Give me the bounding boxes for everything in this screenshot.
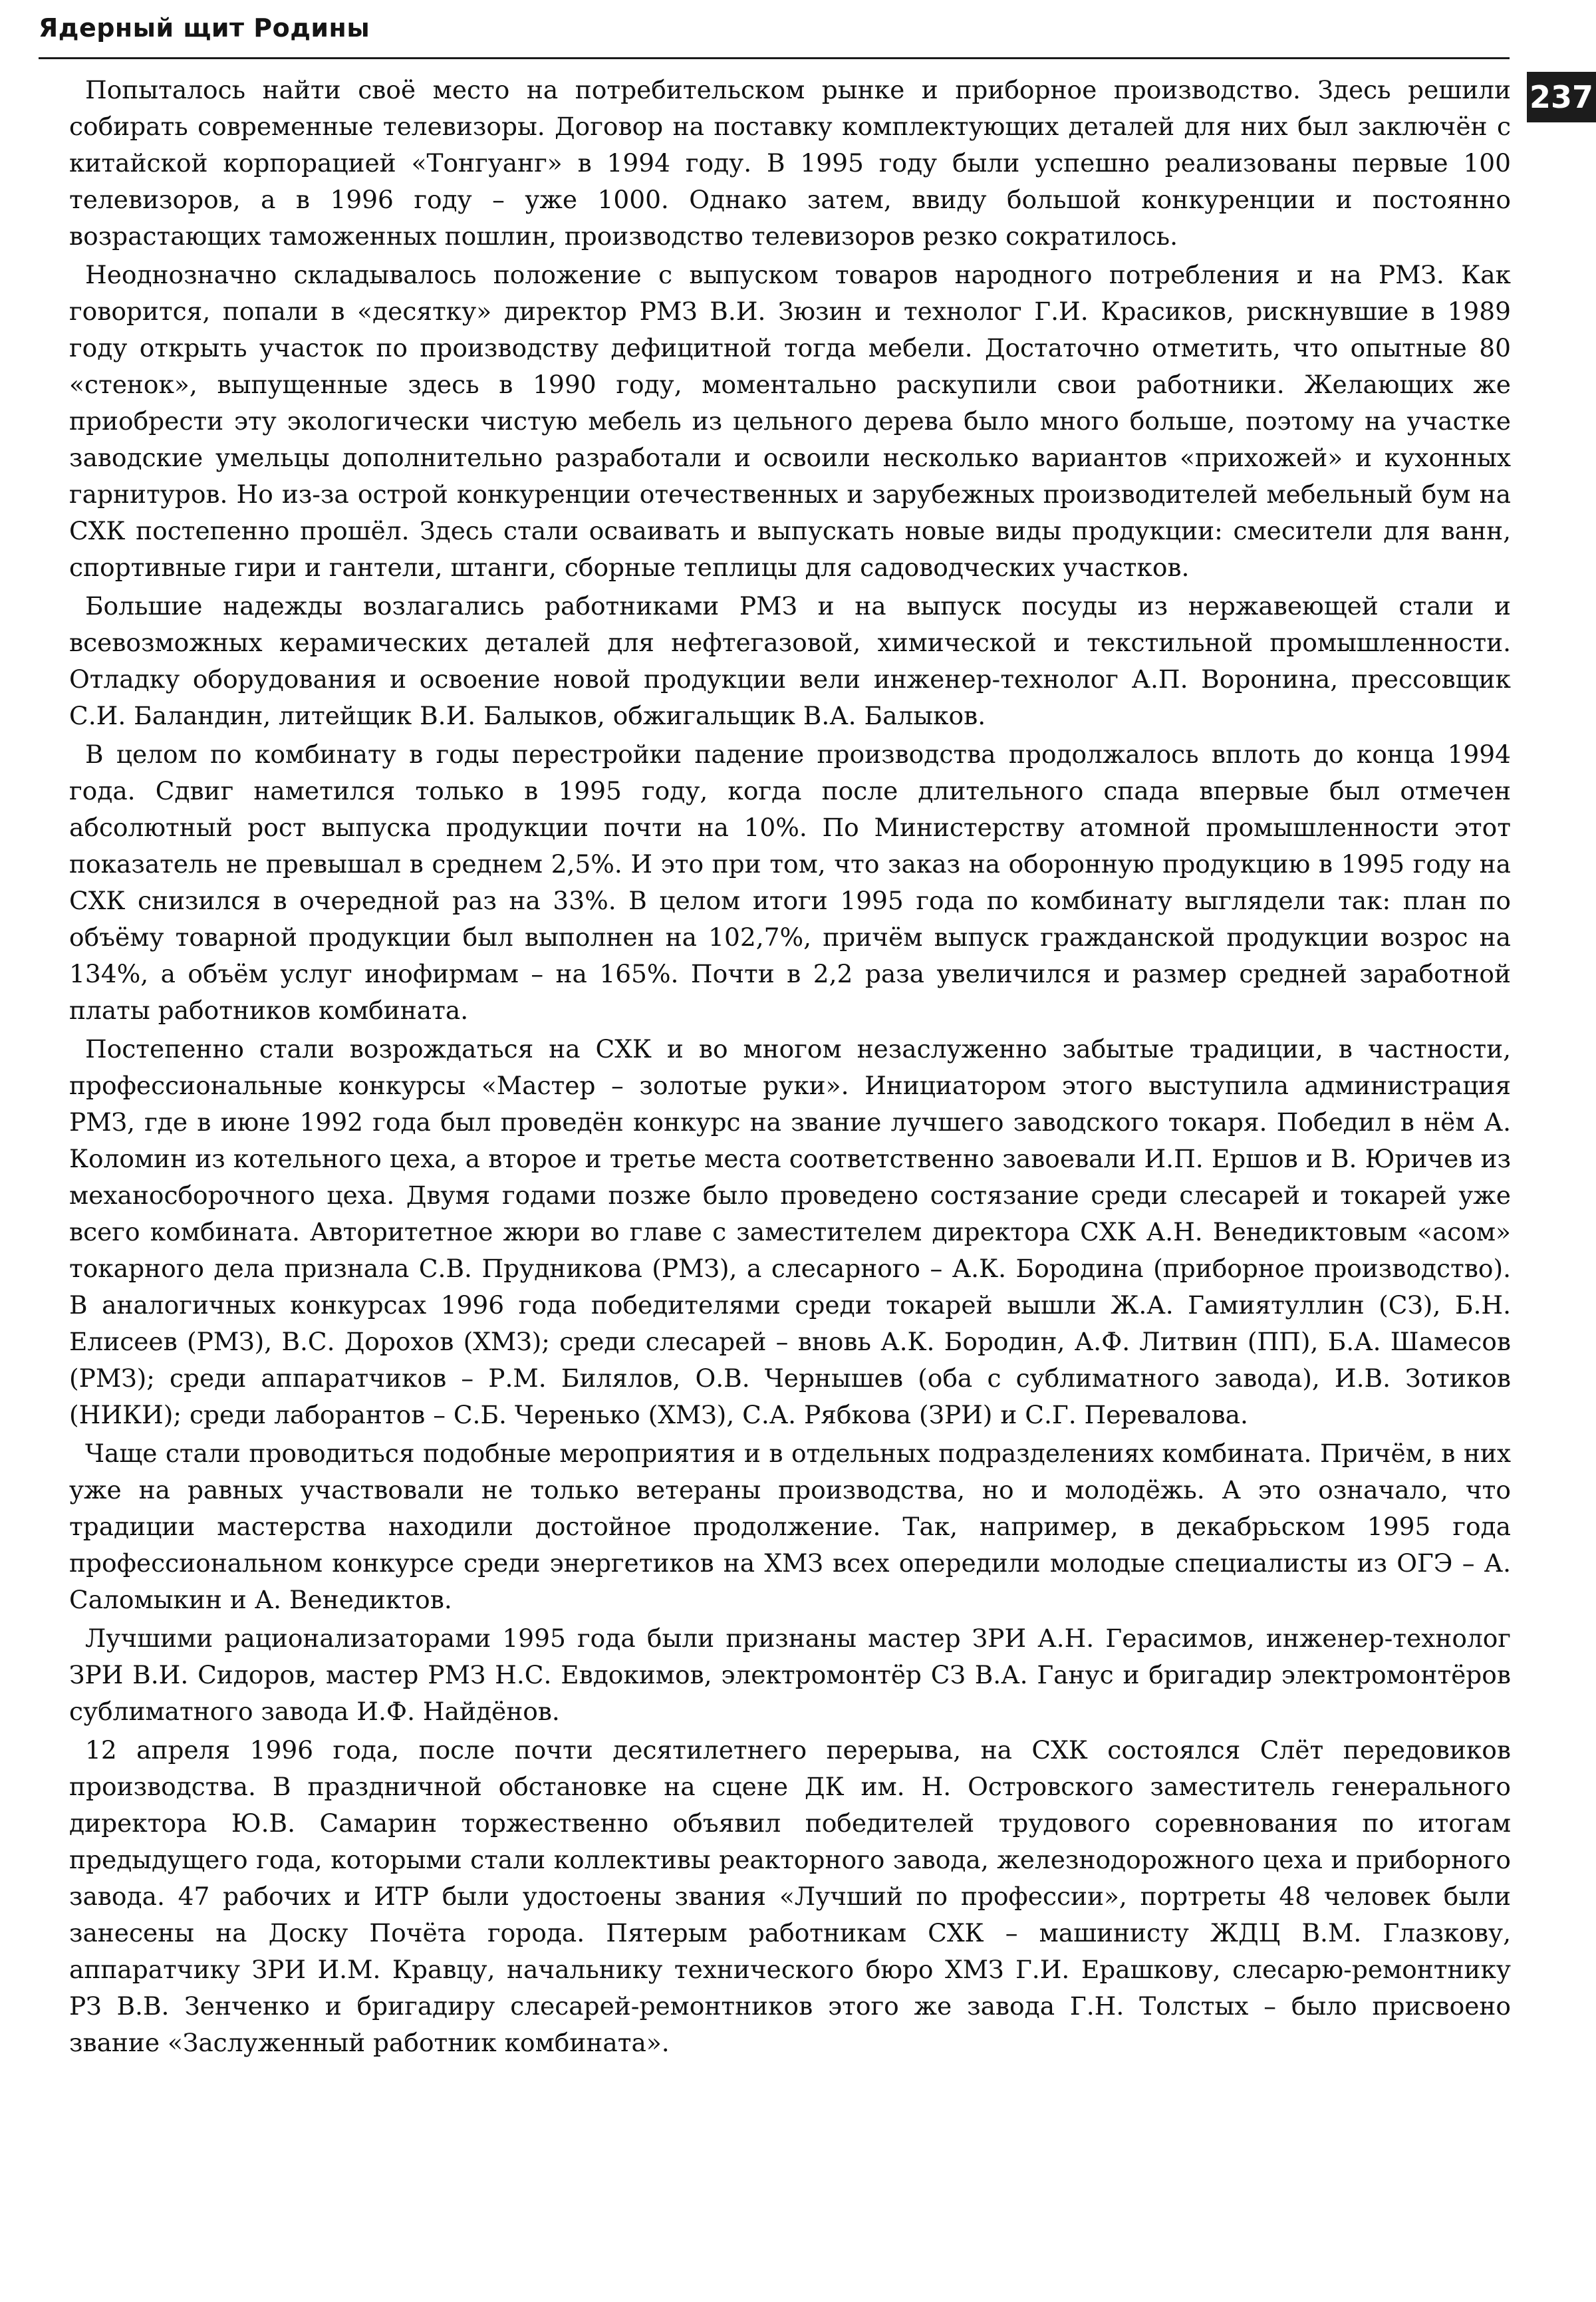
- running-title: Ядерный щит Родины: [39, 13, 370, 43]
- paragraph: Чаще стали проводиться подобные мероприятия и в отдельных подразделениях комбината. Причём, в них уже на равных участвовали не только ветераны производства, но и молодёжь. А это означало, что традиции мастерства находили достойное продолжение. Так, например, в декабрьском 1995 года профессиональном конкурсе среди энергетиков на ХМЗ всех опередили молодые специалисты из ОГЭ – А. Саломыкин и А. Венедиктов.: [69, 1439, 1511, 1614]
- paragraph: Постепенно стали возрождаться на СХК и во многом незаслуженно забытые традиции, в частности, профессиональные конкурсы «Мастер – золотые руки». Инициатором этого выступила администрация РМЗ, где в июне 1992 года был проведён конкурс на звание лучшего заводского токаря. Победил в нём А. Коломин из котельного цеха, а второе и третье места соответственно завоевали И.П. Ершов и В. Юричев из механосборочного цеха. Двумя годами позже было проведено состязание среди слесарей и токарей уже всего комбината. Авторитетное жюри во главе с заместителем директора СХК А.Н. Венедиктовым «асом» токарного дела признала С.В. Прудникова (РМЗ), а слесарного – А.К. Бородина (приборное производство). В аналогичных конкурсах 1996 года победителями среди токарей вышли Ж.А. Гамиятуллин (СЗ), Б.Н. Елисеев (РМЗ), В.С. Дорохов (ХМЗ); среди слесарей – вновь А.К. Бородин, А.Ф. Литвин (ПП), Б.А. Шамесов (РМЗ); среди аппаратчиков – Р.М. Билялов, О.В. Чернышев (оба с сублиматного завода), И.В. Зотиков (НИКИ); среди лаборантов – С.Б. Черенько (ХМЗ), С.А. Рябкова (ЗРИ) и С.Г. Перевалова.: [69, 1034, 1511, 1429]
- header-rule: [39, 57, 1510, 59]
- paragraph: 12 апреля 1996 года, после почти десятилетнего перерыва, на СХК состоялся Слёт передовиков производства. В праздничной обстановке на сцене ДК им. Н. Островского заместитель генерального директора Ю.В. Самарин торжественно объявил победителей трудового соревнования по итогам предыдущего года, которыми стали коллективы реакторного завода, железнодорожного цеха и приборного завода. 47 рабочих и ИТР были удостоены звания «Лучший по профессии», портреты 48 человек были занесены на Доску Почёта города. Пятерым работникам СХК – машинисту ЖДЦ В.М. Глазкову, аппаратчику ЗРИ И.М. Кравцу, начальнику технического бюро ХМЗ Г.И. Ерашкову, слесарю-ремонтнику РЗ В.В. Зенченко и бригадиру слесарей-ремонтников этого же завода Г.Н. Толстых – было присвоено звание «Заслуженный работник комбината».: [69, 1735, 1511, 2057]
- paragraph: Лучшими рационализаторами 1995 года были признаны мастер ЗРИ А.Н. Герасимов, инженер-технолог ЗРИ В.И. Сидоров, мастер РМЗ Н.С. Евдокимов, электромонтёр СЗ В.А. Ганус и бригадир электромонтёров сублиматного завода И.Ф. Найдёнов.: [69, 1624, 1511, 1726]
- paragraph: Попыталось найти своё место на потребительском рынке и приборное производство. Здесь решили собирать современные телевизоры. Договор на поставку комплектующих деталей для них был заключён с китайской корпорацией «Тонгуанг» в 1994 году. В 1995 году были успешно реализованы первые 100 телевизоров, а в 1996 году – уже 1000. Однако затем, ввиду большой конкуренции и постоянно возрастающих таможенных пошлин, производство телевизоров резко сократилось.: [69, 75, 1511, 251]
- body-text: [69, 72, 1511, 2063]
- page-number: 237: [1527, 72, 1596, 122]
- paragraph: В целом по комбинату в годы перестройки падение производства продолжалось вплоть до конца 1994 года. Сдвиг наметился только в 1995 году, когда после длительного спада впервые был отмечен абсолютный рост выпуска продукции почти на 10%. По Министерству атомной промышленности этот показатель не превышал в среднем 2,5%. И это при том, что заказ на оборонную продукцию в 1995 году на СХК снизился в очередной раз на 33%. В целом итоги 1995 года по комбинату выглядели так: план по объёму товарной продукции был выполнен на 102,7%, причём выпуск гражданской продукции возрос на 134%, а объём услуг инофирмам – на 165%. Почти в 2,2 раза увеличился и размер средней заработной платы работников комбината.: [69, 740, 1511, 1025]
- paragraph: Неоднозначно складывалось положение с выпуском товаров народного потребления и на РМЗ. Как говорится, попали в «десятку» директор РМЗ В.И. Зюзин и технолог Г.И. Красиков, рискнувшие в 1989 году открыть участок по производству дефицитной тогда мебели. Достаточно отметить, что опытные 80 «стенок», выпущенные здесь в 1990 году, моментально раскупили свои работники. Желающих же приобрести эту экологически чистую мебель из цельного дерева было много больше, поэтому на участке заводские умельцы дополнительно разработали и освоили несколько вариантов «прихожей» и кухонных гарнитуров. Но из-за острой конкуренции отечественных и зарубежных производителей мебельный бум на СХК постепенно прошёл. Здесь стали осваивать и выпускать новые виды продукции: смесители для ванн, спортивные гири и гантели, штанги, сборные теплицы для садоводческих участков.: [69, 260, 1511, 582]
- paragraph: Большие надежды возлагались работниками РМЗ и на выпуск посуды из нержавеющей стали и всевозможных керамических деталей для нефтегазовой, химической и текстильной промышленности. Отладку оборудования и освоение новой продукции вели инженер-технолог А.П. Воронина, прессовщик С.И. Баландин, литейщик В.И. Балыков, обжигальщик В.А. Балыков.: [69, 591, 1511, 730]
